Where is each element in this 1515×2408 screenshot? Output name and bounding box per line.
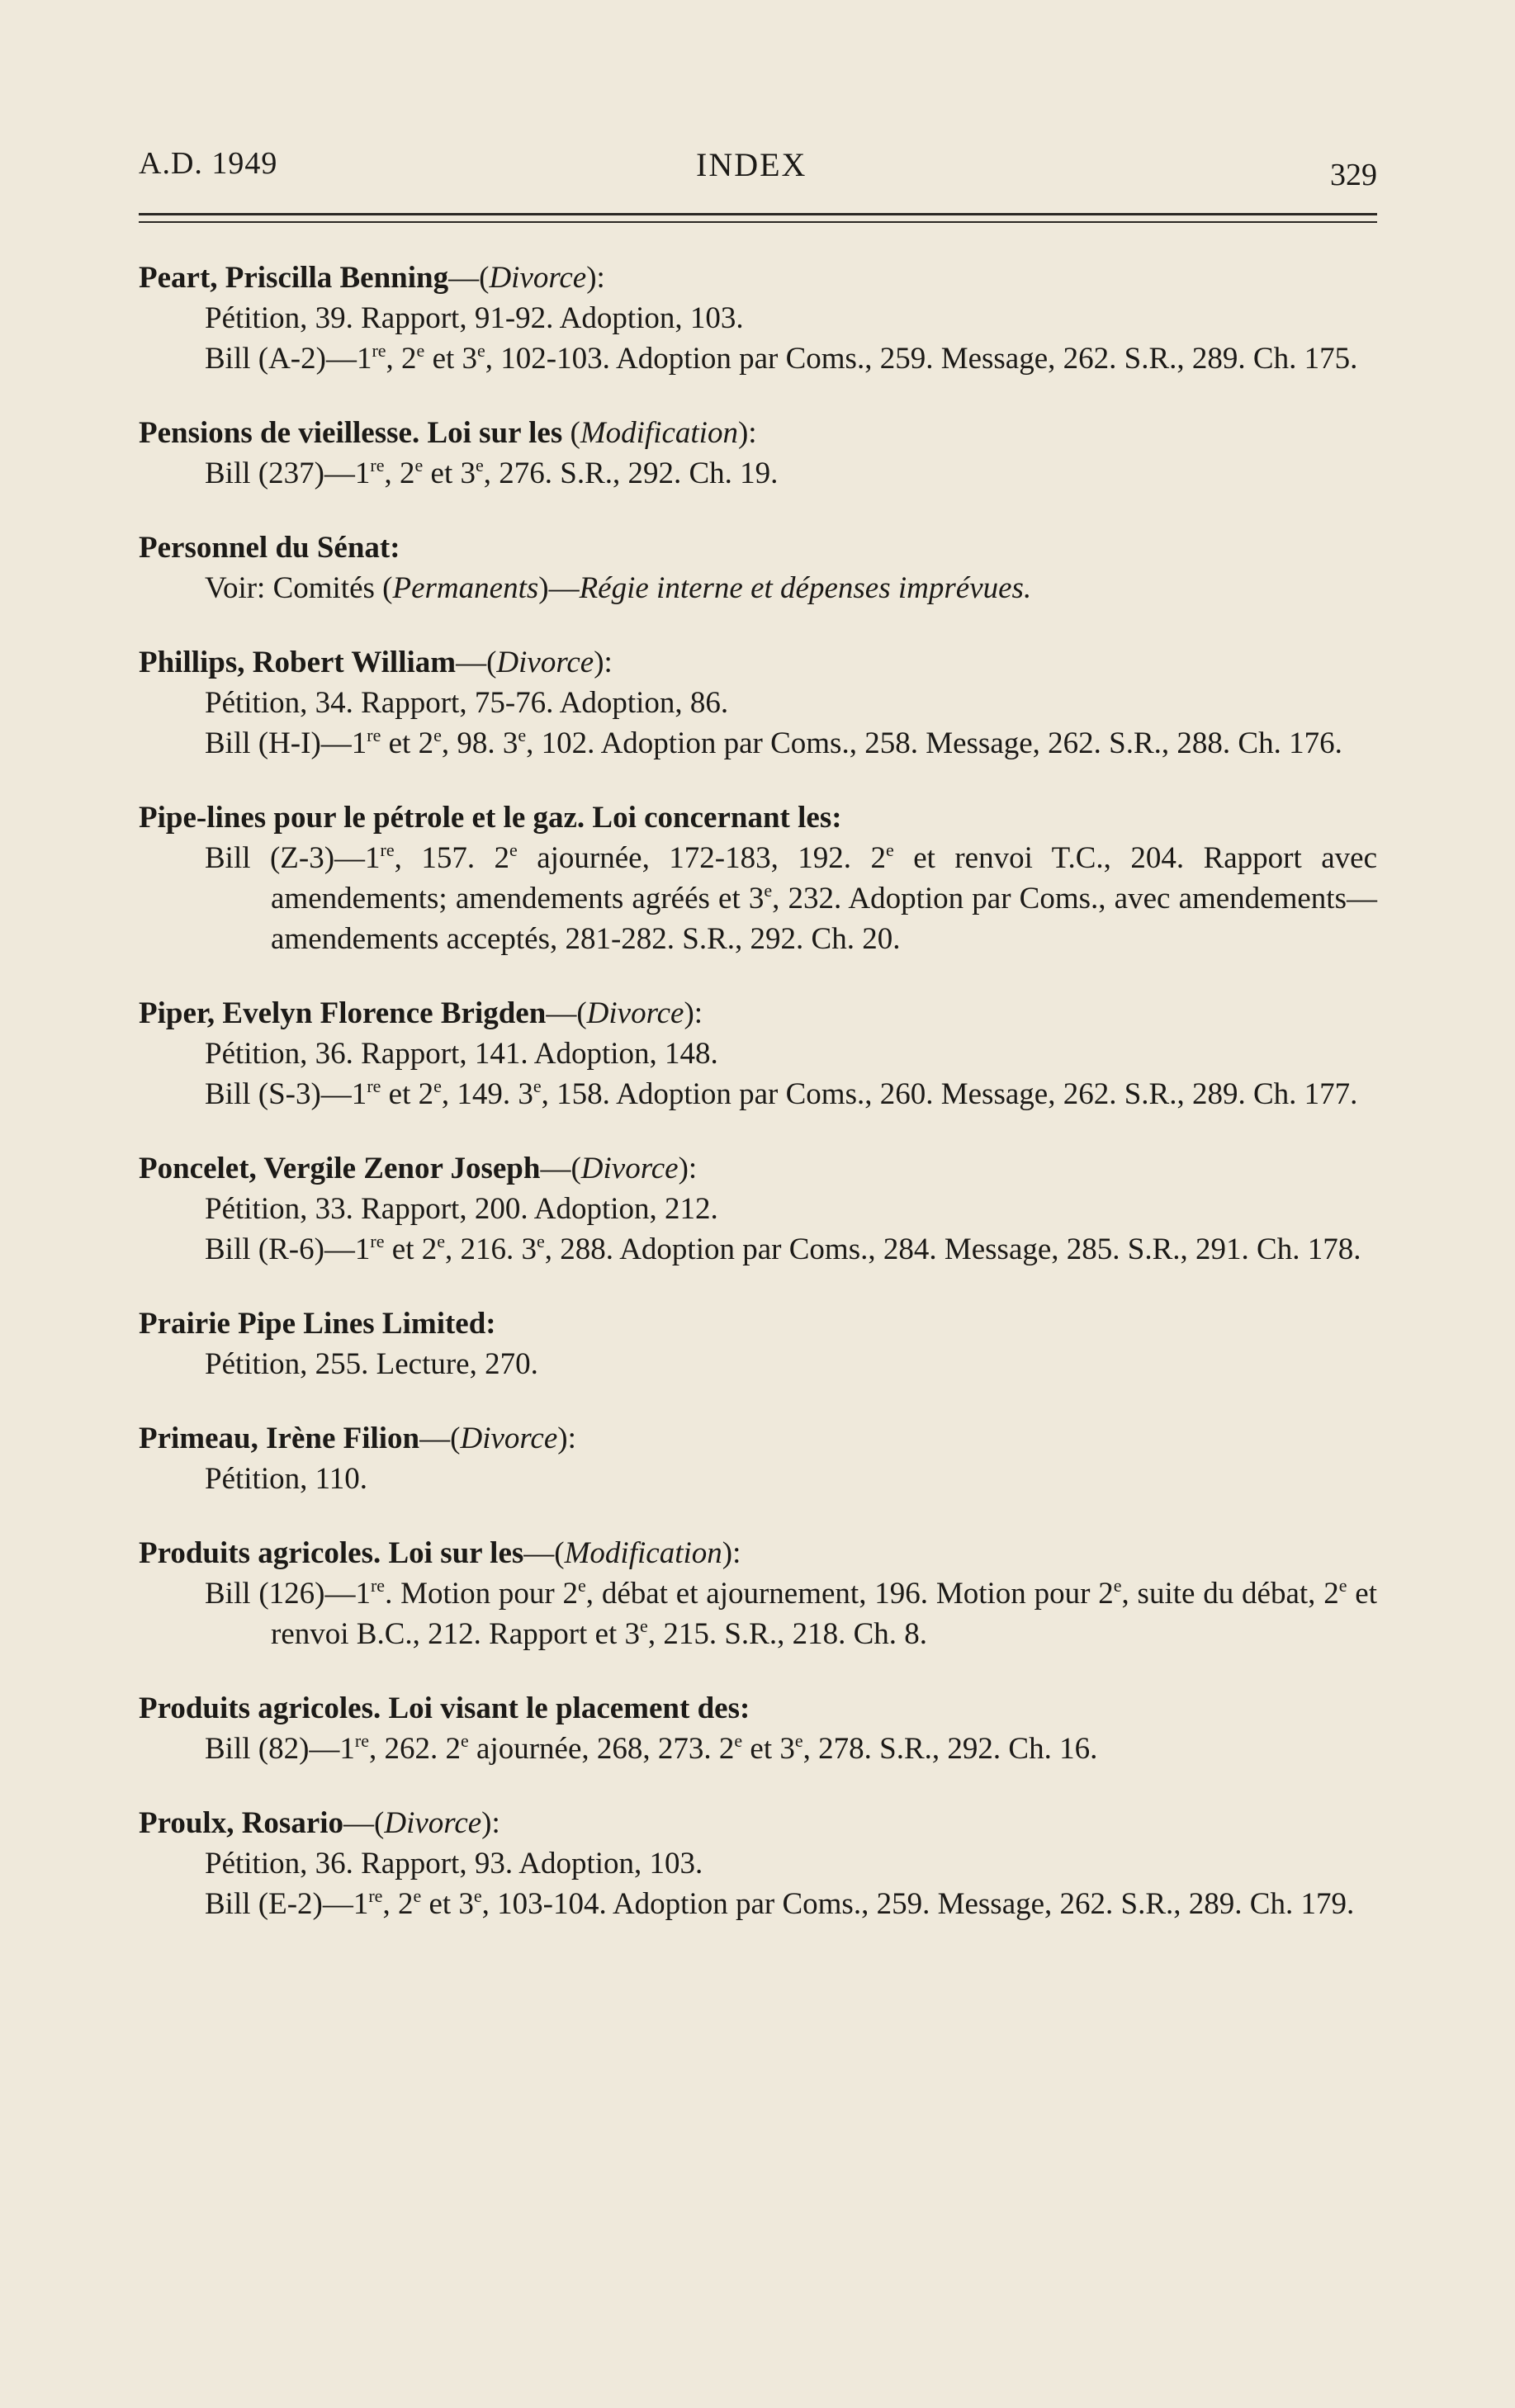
- entry-line: Bill (237)—1re, 2e et 3e, 276. S.R., 292. Ch. 19.: [205, 455, 779, 490]
- entry-heading: Produits agricoles. Loi sur les—(Modification):: [139, 1536, 741, 1570]
- entry-line: Bill (Z-3)—1re, 157. 2e ajournée, 172-183, 192. 2e et renvoi T.C., 204. Rapport avec amendements; amendements agréés et 3e, 232. Adoption par Coms., avec amendements—amendements acceptés, 281-282. S.R., 292. Ch. 20.: [205, 840, 1377, 956]
- entry-line: Bill (E-2)—1re, 2e et 3e, 103-104. Adoption par Coms., 259. Message, 262. S.R., 289. Ch. 179.: [205, 1885, 1355, 1921]
- entry-heading: Proulx, Rosario—(Divorce):: [139, 1806, 500, 1840]
- index-entry-prairie: [139, 1303, 1377, 1384]
- entry-line: Bill (126)—1re. Motion pour 2e, débat et ajournement, 196. Motion pour 2e, suite du débat, 2e et renvoi B.C., 212. Rapport et 3e, 215. S.R., 218. Ch. 8.: [205, 1575, 1377, 1651]
- entry-line: Pétition, 34. Rapport, 75-76. Adoption, 86.: [205, 686, 729, 720]
- index-entry-pipe-lines: [139, 797, 1377, 959]
- entry-line: Pétition, 110.: [205, 1462, 367, 1496]
- entry-heading: Prairie Pipe Lines Limited:: [139, 1307, 496, 1341]
- index-entry-produits-placement: [139, 1688, 1377, 1769]
- index-entry-pensions: [139, 413, 1377, 494]
- entry-line: Pétition, 33. Rapport, 200. Adoption, 212.: [205, 1192, 718, 1226]
- entry-line: Pétition, 255. Lecture, 270.: [205, 1347, 538, 1381]
- entry-line: Pétition, 39. Rapport, 91-92. Adoption, 103.: [205, 301, 744, 335]
- page-header: [139, 145, 1377, 195]
- entry-heading: Pipe-lines pour le pétrole et le gaz. Loi concernant les:: [139, 801, 842, 835]
- entry-heading: Phillips, Robert William—(Divorce):: [139, 646, 613, 679]
- entry-heading: Poncelet, Vergile Zenor Joseph—(Divorce):: [139, 1152, 698, 1185]
- index-entries: [139, 258, 1377, 1958]
- entry-line: Bill (H-I)—1re et 2e, 98. 3e, 102. Adoption par Coms., 258. Message, 262. S.R., 288. Ch. 176.: [205, 725, 1342, 760]
- header-rule-top: [139, 213, 1377, 215]
- index-entry-phillips: [139, 642, 1377, 764]
- entry-line: Pétition, 36. Rapport, 141. Adoption, 148.: [205, 1037, 718, 1071]
- index-entry-primeau: [139, 1418, 1377, 1499]
- index-entry-peart: [139, 258, 1377, 379]
- entry-line: Bill (R-6)—1re et 2e, 216. 3e, 288. Adoption par Coms., 284. Message, 285. S.R., 291. Ch. 178.: [205, 1231, 1361, 1266]
- header-year: A.D. 1949: [139, 146, 278, 181]
- entry-line: Voir: Comités (Permanents)—Régie interne et dépenses imprévues.: [205, 571, 1032, 605]
- header-title: INDEX: [696, 146, 807, 183]
- index-entry-personnel: [139, 527, 1377, 608]
- entry-heading: Personnel du Sénat:: [139, 531, 400, 565]
- entry-line: Bill (82)—1re, 262. 2e ajournée, 268, 273. 2e et 3e, 278. S.R., 292. Ch. 16.: [205, 1730, 1098, 1766]
- index-entry-piper: [139, 993, 1377, 1114]
- entry-line: Bill (A-2)—1re, 2e et 3e, 102-103. Adoption par Coms., 259. Message, 262. S.R., 289. Ch. 175.: [205, 340, 1358, 376]
- entry-heading: Piper, Evelyn Florence Brigden—(Divorce):: [139, 996, 703, 1030]
- entry-line: Bill (S-3)—1re et 2e, 149. 3e, 158. Adoption par Coms., 260. Message, 262. S.R., 289. Ch. 177.: [205, 1076, 1358, 1111]
- entry-heading: Primeau, Irène Filion—(Divorce):: [139, 1422, 576, 1455]
- entry-heading: Pensions de vieillesse. Loi sur les (Modification):: [139, 416, 757, 450]
- entry-heading: Peart, Priscilla Benning—(Divorce):: [139, 261, 605, 295]
- page-number: 329: [1330, 158, 1377, 192]
- entry-line: Pétition, 36. Rapport, 93. Adoption, 103.: [205, 1847, 703, 1881]
- index-entry-poncelet: [139, 1148, 1377, 1270]
- entry-heading: Produits agricoles. Loi visant le placement des:: [139, 1691, 750, 1725]
- index-entry-produits-modification: [139, 1533, 1377, 1654]
- index-entry-proulx: [139, 1803, 1377, 1924]
- header-rule-bottom: [139, 221, 1377, 223]
